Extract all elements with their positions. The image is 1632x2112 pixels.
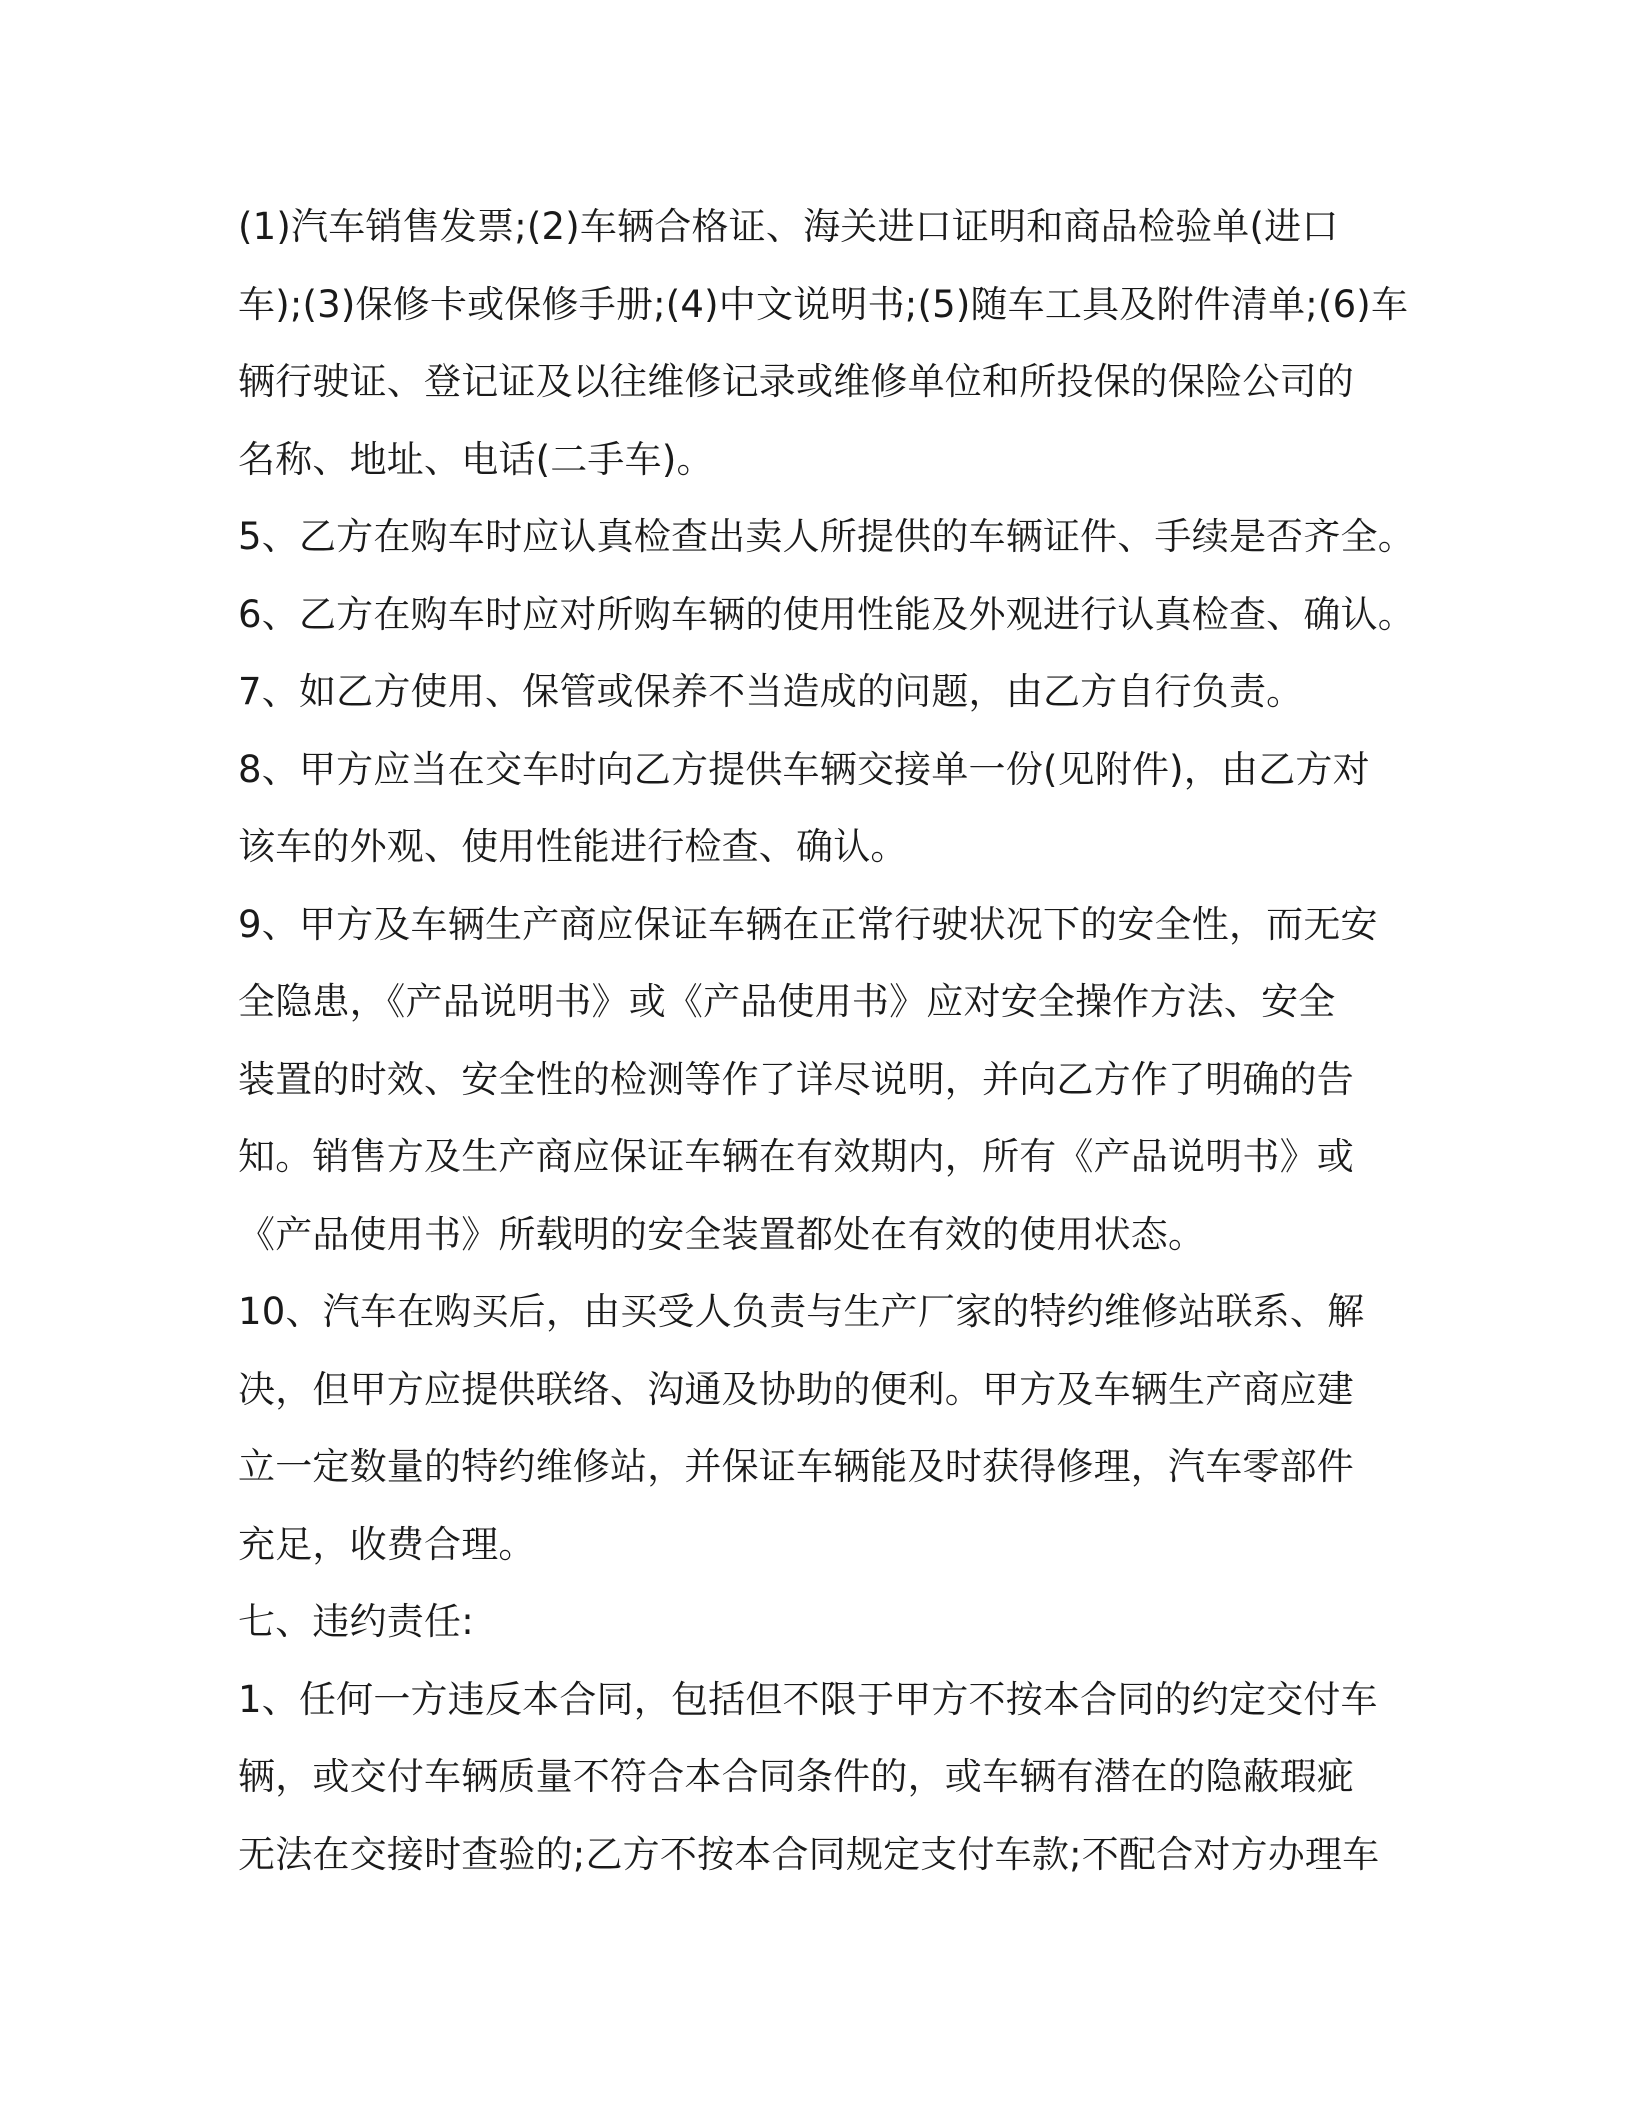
text-line-8: 8、甲方应当在交车时向乙方提供车辆交接单一份(见附件)，由乙方对 [238, 747, 1370, 791]
text-line-17: 立一定数量的特约维修站，并保证车辆能及时获得修理，汽车零部件 [238, 1445, 1354, 1488]
text-line-9: 该车的外观、使用性能进行检查、确认。 [238, 825, 908, 868]
text-line-3: 辆行驶证、登记证及以往维修记录或维修单位和所投保的保险公司的 [238, 360, 1354, 403]
text-line-21: 辆，或交付车辆质量不符合本合同条件的，或车辆有潜在的隐蔽瑕疵 [238, 1755, 1354, 1798]
text-line-18: 充足，收费合理。 [238, 1522, 536, 1566]
text-line-1: (1)汽车销售发票;(2)车辆合格证、海关进口证明和商品检验单(进口 [238, 205, 1339, 248]
text-line-19: 七、违约责任: [238, 1600, 474, 1643]
text-line-7: 7、如乙方使用、保管或保养不当造成的问题，由乙方自行负责。 [238, 670, 1304, 713]
text-line-13: 知。销售方及生产商应保证车辆在有效期内，所有《产品说明书》或 [238, 1135, 1354, 1178]
text-line-11: 全隐患，《产品说明书》或《产品使用书》应对安全操作方法、安全 [238, 980, 1336, 1023]
text-line-14: 《产品使用书》所载明的安全装置都处在有效的使用状态。 [238, 1212, 1206, 1256]
text-line-15: 10、汽车在购买后，由买受人负责与生产厂家的特约维修站联系、解 [238, 1290, 1365, 1333]
text-line-6: 6、乙方在购车时应对所购车辆的使用性能及外观进行认真检查、确认。 [238, 592, 1415, 636]
text-line-5: 5、乙方在购车时应认真检查出卖人所提供的车辆证件、手续是否齐全。 [238, 515, 1415, 558]
text-line-12: 装置的时效、安全性的检测等作了详尽说明，并向乙方作了明确的告 [238, 1057, 1354, 1101]
text-line-16: 决，但甲方应提供联络、沟通及协助的便利。甲方及车辆生产商应建 [238, 1367, 1354, 1411]
document-body [238, 188, 1428, 1893]
text-line-4: 名称、地址、电话(二手车)。 [238, 437, 714, 481]
text-line-20: 1、任何一方违反本合同，包括但不限于甲方不按本合同的约定交付车 [238, 1677, 1378, 1721]
text-line-10: 9、甲方及车辆生产商应保证车辆在正常行驶状况下的安全性，而无安 [238, 902, 1378, 946]
text-line-22: 无法在交接时查验的;乙方不按本合同规定支付车款;不配合对方办理车 [238, 1832, 1380, 1876]
text-line-2: 车);(3)保修卡或保修手册;(4)中文说明书;(5)随车工具及附件清单;(6)车 [238, 282, 1409, 326]
